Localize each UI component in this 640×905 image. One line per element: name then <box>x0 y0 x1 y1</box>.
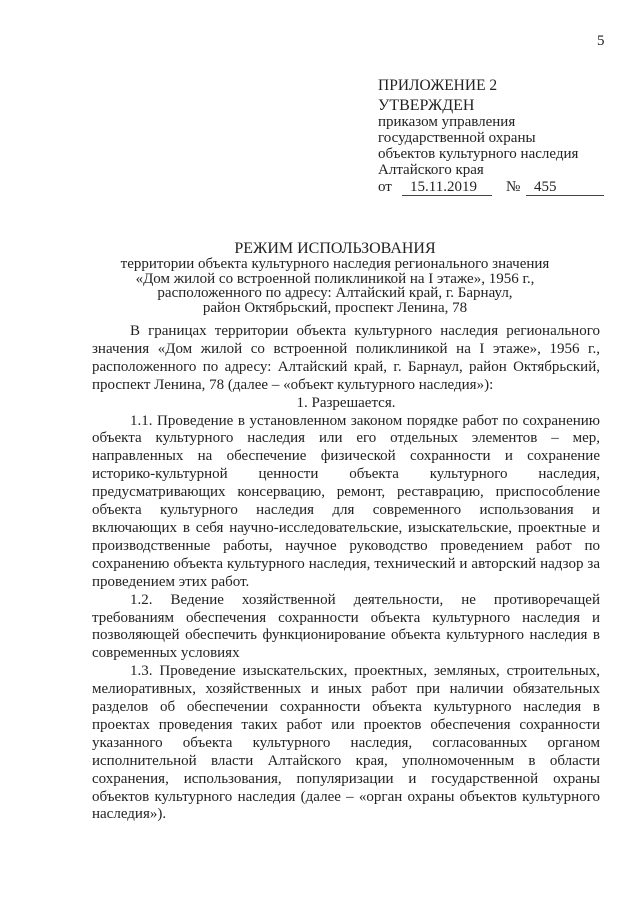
appendix-block <box>378 78 578 199</box>
approved-label: УТВЕРЖДЕН <box>378 97 475 114</box>
document-title: РЕЖИМ ИСПОЛЬЗОВАНИЯ <box>234 240 436 257</box>
approval-line: государственной охраны <box>378 130 536 146</box>
title-line: расположенного по адресу: Алтайский край, г. Барнаул, <box>157 285 513 301</box>
order-date: 15.11.2019 <box>402 179 492 196</box>
title-line: район Октябрьский, проспект Ленина, 78 <box>202 299 468 316</box>
clause-paragraph: 1.3. Проведение изыскательских, проектных, земляных, строительных, мелиоративных, хозяйственных и иных работ при наличии обязательных разделов об обеспечении сохранности объекта культурного наследия в проектах проведения таких работ или проектов обеспечения сохранности указанного объекта культурного наследия, согласованных органом исполнительной власти Алтайского края, уполномоченным в области сохранения, использования, популяризации и государственной охраны объектов культурного наследия (далее – «орган охраны объектов культурного наследия»). <box>92 663 600 823</box>
document-body <box>92 323 600 824</box>
title-line: «Дом жилой со встроенной поликлиникой на I этаже», 1956 г., <box>135 270 535 287</box>
approval-line: приказом управления <box>378 114 516 130</box>
order-number: 455 <box>526 179 604 196</box>
page-number: 5 <box>597 33 605 49</box>
clause-paragraph: 1.2. Ведение хозяйственной деятельности, не противоречащей требованиям обеспечения сохранности объекта культурного наследия и позволяющей обеспечить функционирование объекта культурного наследия в современных условиях <box>92 591 600 662</box>
intro-paragraph: В границах территории объекта культурного наследия регионального значения «Дом жилой со встроенной поликлиникой на I этаже», 1956 г., расположенного по адресу: Алтайский край, г. Барнаул, район Октябрьский, проспект Ленина, 78 (далее – «объект культурного наследия»): <box>92 323 600 393</box>
order-date-row <box>378 179 578 199</box>
title-line: территории объекта культурного наследия регионального значения <box>120 256 550 272</box>
number-sign: № <box>506 179 521 195</box>
from-label: от <box>378 179 392 195</box>
section-heading: 1. Разрешается. <box>296 394 396 411</box>
appendix-heading: ПРИЛОЖЕНИЕ 2 <box>378 77 498 94</box>
approval-line: Алтайского края <box>378 162 484 178</box>
approval-line: объектов культурного наследия <box>378 146 579 162</box>
clause-paragraph: 1.1. Проведение в установленном законом порядке работ по сохранению объекта культурного наследия или его отдельных элементов – мер, направленных на обеспечение физической сохранности и сохранение историко-культурной ценности объекта культурного наследия, предусматривающих консервацию, ремонт, реставрацию, приспособление объекта культурного наследия для современного использования и включающих в себя научно-исследовательские, изыскательские, проектные и производственные работы, научное руководство проведением работ по сохранению объекта культурного наследия, технический и авторский надзор за проведением этих работ. <box>92 412 600 590</box>
document-title-block <box>100 240 570 315</box>
